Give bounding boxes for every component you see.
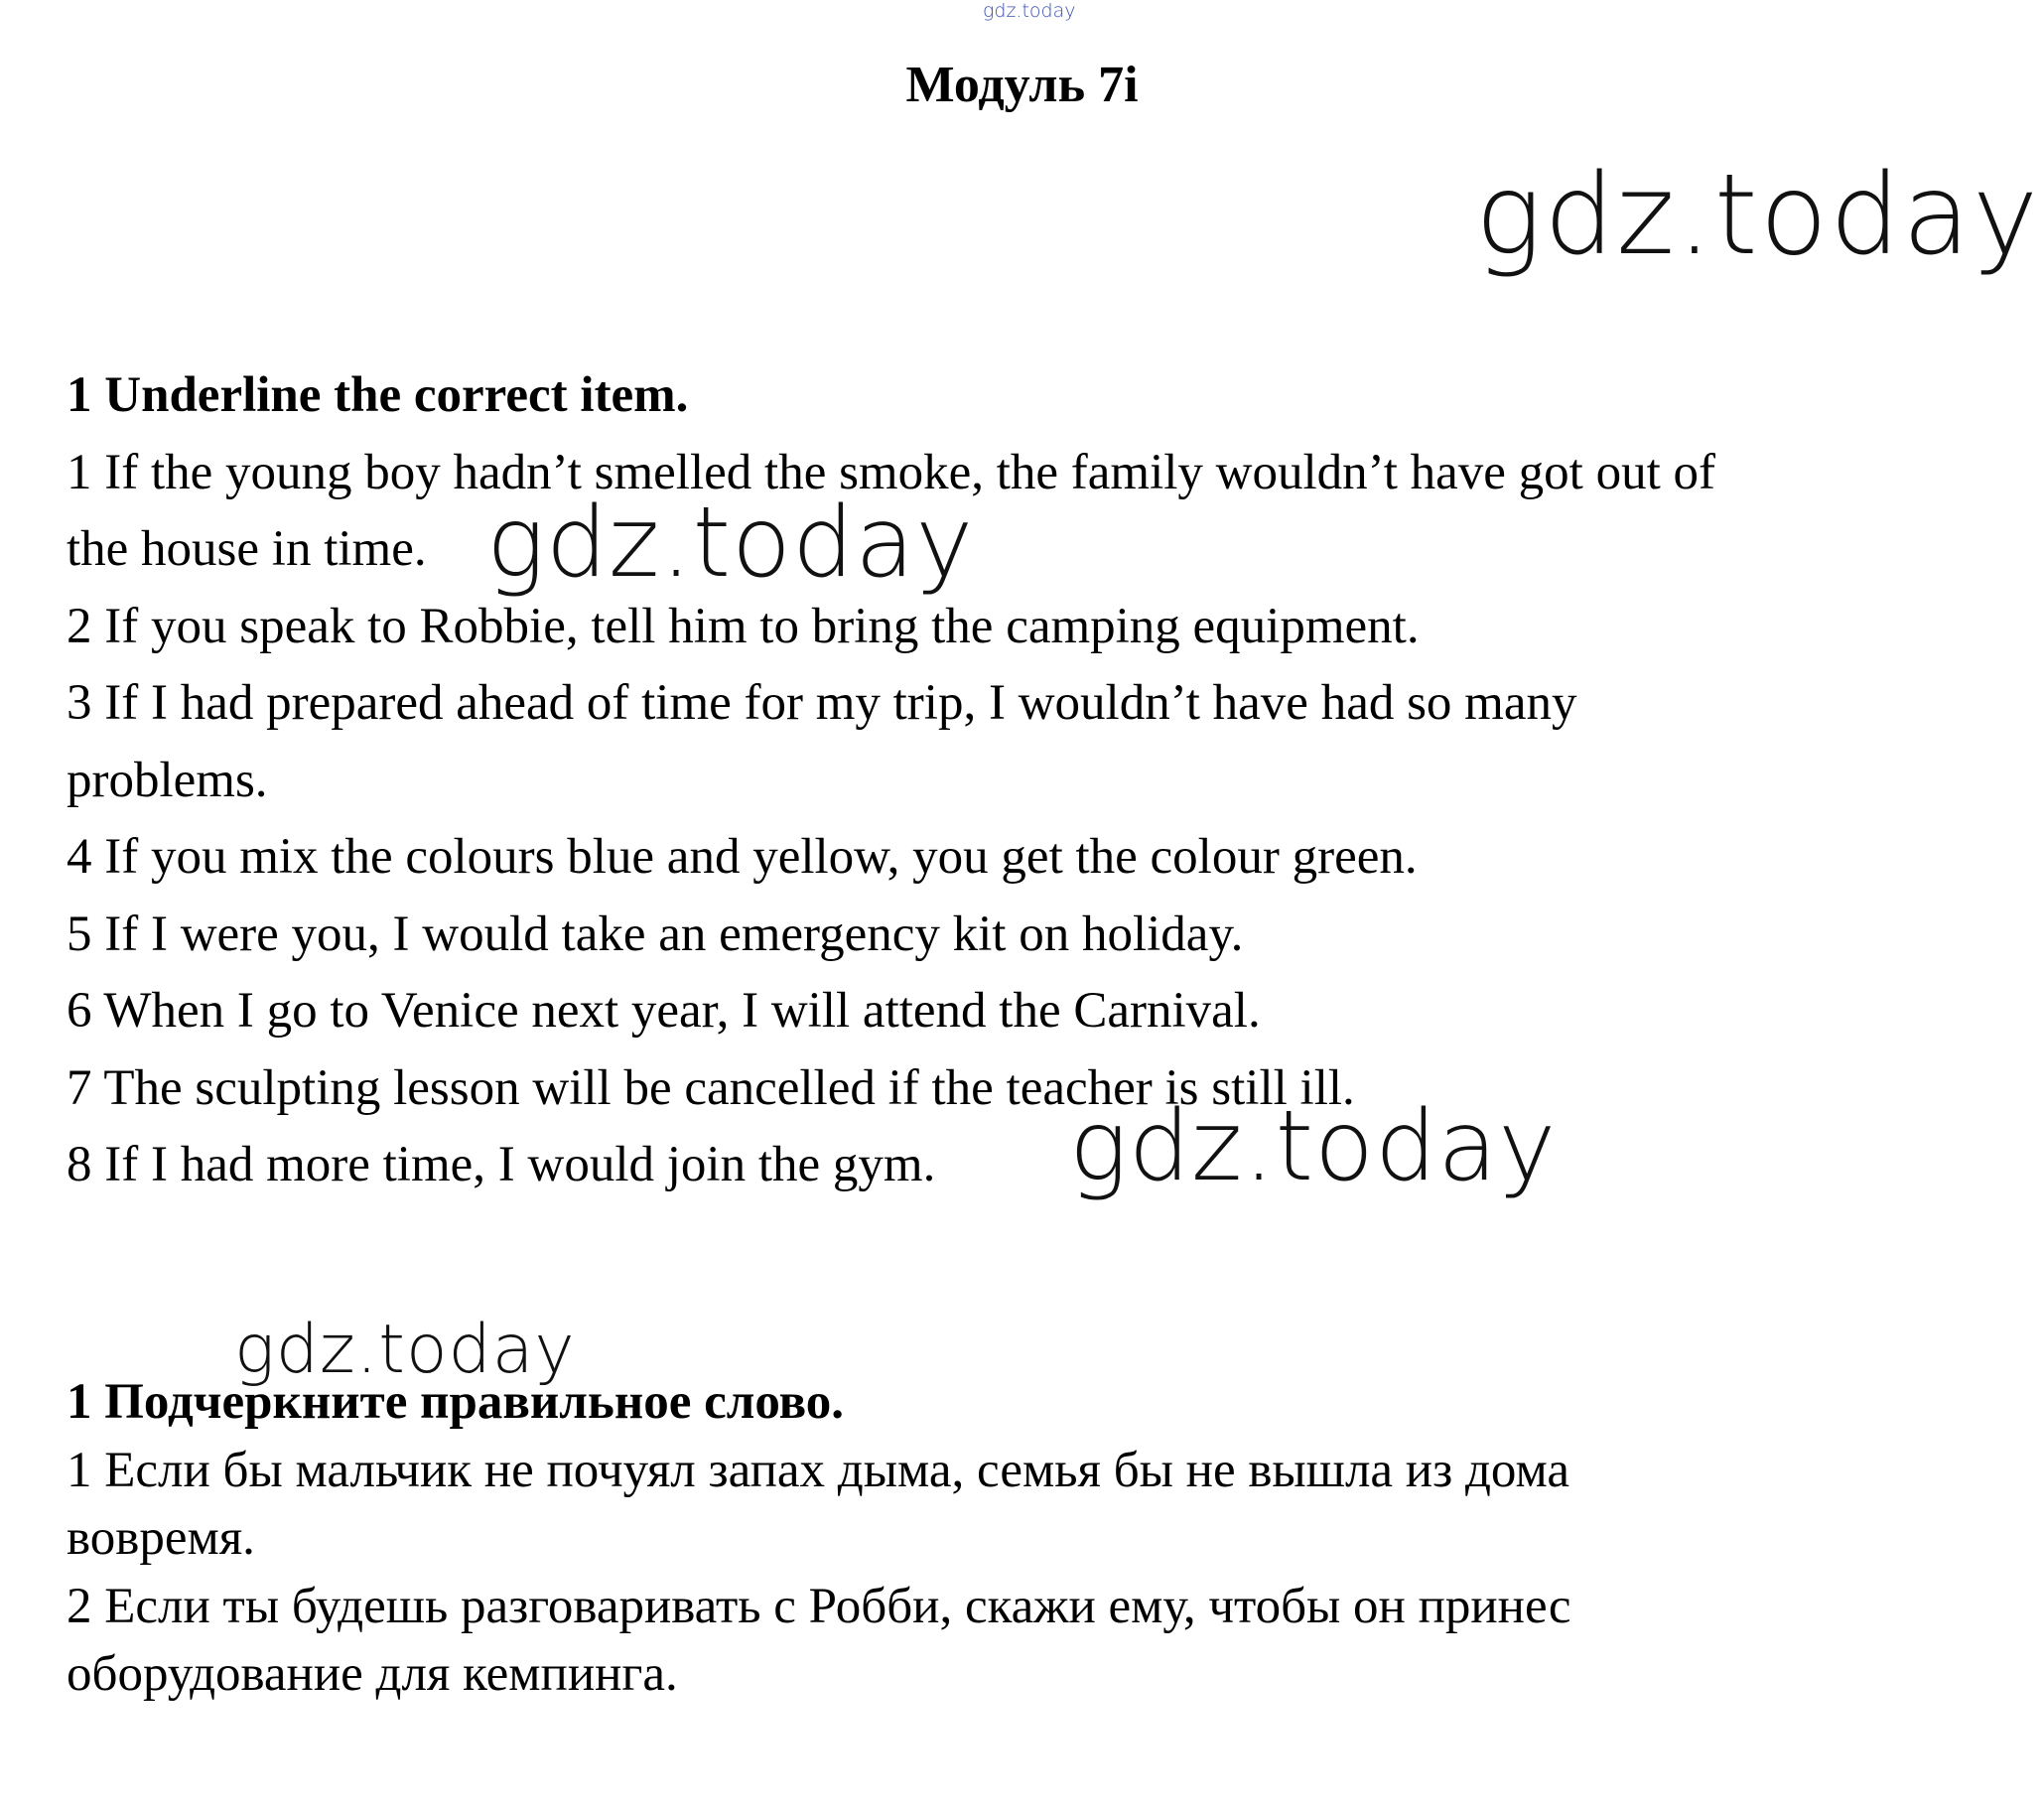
- answer-line: the house in time.: [67, 521, 427, 577]
- watermark-inline-1: gdz.today: [486, 487, 975, 600]
- english-exercise: [67, 357, 1992, 1204]
- translation-line: 2 Если ты будешь разговаривать с Робби, скажи ему, чтобы он принес: [67, 1578, 1571, 1634]
- answer-line: 8 If I had more time, I would join the gym.: [67, 1137, 936, 1192]
- watermark-inline-3: gdz.today: [234, 1311, 576, 1389]
- watermark-top: gdz.today: [983, 0, 1076, 22]
- answer-line: 1 If the young boy hadn’t smelled the smoke, the family wouldn’t have got out of: [67, 444, 1715, 500]
- translation-heading: 1 Подчеркните правильное слово.: [67, 1374, 845, 1430]
- answer-line: 6 When I go to Venice next year, I will attend the Carnival.: [67, 983, 1261, 1039]
- translation-line: 1 Если бы мальчик не почуял запах дыма, семья бы не вышла из дома: [67, 1442, 1570, 1498]
- russian-translation: [67, 1368, 1992, 1709]
- watermark-inline-2: gdz.today: [1069, 1090, 1558, 1203]
- page-title: Модуль 7i: [905, 57, 1139, 113]
- exercise-heading: 1 Underline the correct item.: [67, 367, 689, 423]
- answer-line: 4 If you mix the colours blue and yellow, you get the colour green.: [67, 829, 1418, 885]
- watermark-large: gdz.today: [1475, 151, 2041, 280]
- answer-line: 7 The sculpting lesson will be cancelled if the teacher is still ill.: [67, 1059, 1355, 1116]
- translation-line: вовремя.: [67, 1510, 255, 1566]
- answer-line: 3 If I had prepared ahead of time for my trip, I wouldn’t have had so many: [67, 675, 1577, 731]
- answer-line: problems.: [67, 752, 268, 808]
- translation-line: оборудование для кемпинга.: [67, 1646, 678, 1702]
- answer-line: 5 If I were you, I would take an emergency kit on holiday.: [67, 906, 1244, 962]
- answer-line: 2 If you speak to Robbie, tell him to bring the camping equipment.: [67, 598, 1420, 654]
